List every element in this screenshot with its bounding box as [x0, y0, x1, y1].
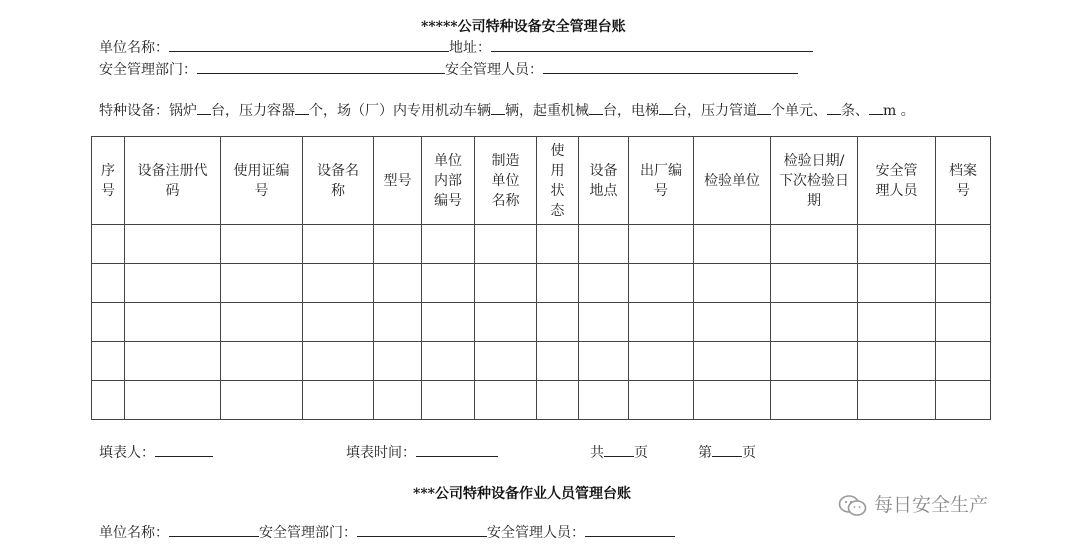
table-cell[interactable] — [694, 225, 771, 264]
table-row — [92, 342, 991, 381]
table-cell[interactable] — [422, 264, 475, 303]
table-row — [92, 381, 991, 420]
wechat-icon — [838, 494, 868, 518]
col-header-inspector: 检验单位 — [694, 137, 771, 225]
table-cell[interactable] — [303, 225, 374, 264]
table-cell[interactable] — [858, 264, 936, 303]
table-cell[interactable] — [475, 303, 537, 342]
dept-field-2[interactable] — [357, 522, 487, 537]
table-cell[interactable] — [694, 381, 771, 420]
table-cell[interactable] — [422, 303, 475, 342]
filler-field[interactable] — [155, 442, 213, 457]
total-prefix: 共 — [590, 445, 604, 461]
table-cell[interactable] — [374, 264, 422, 303]
table-cell[interactable] — [374, 303, 422, 342]
unit-name-label-2: 单位名称： — [99, 525, 169, 541]
dept-field[interactable] — [197, 59, 445, 74]
col-header-equip-name: 设备名称 — [303, 137, 374, 225]
table-cell[interactable] — [936, 225, 991, 264]
blank-field[interactable] — [491, 102, 505, 115]
table-cell[interactable] — [771, 264, 858, 303]
watermark-text: 每日安全生产 — [874, 494, 989, 516]
unit-name-field[interactable] — [169, 37, 449, 52]
person-label-2: 安全管理人员： — [487, 525, 585, 541]
address-field[interactable] — [491, 37, 813, 52]
blank-field[interactable] — [659, 102, 673, 115]
table-cell[interactable] — [537, 381, 579, 420]
blank-field[interactable] — [295, 102, 309, 115]
table-cell[interactable] — [936, 264, 991, 303]
table-cell[interactable] — [303, 264, 374, 303]
filler-label: 填表人： — [99, 445, 155, 461]
table-cell[interactable] — [936, 381, 991, 420]
equip-text-units: 个单元、 — [771, 103, 827, 119]
table-cell[interactable] — [92, 264, 125, 303]
col-header-index: 序号 — [92, 137, 125, 225]
col-header-model: 型号 — [374, 137, 422, 225]
dept-label: 安全管理部门： — [99, 62, 197, 78]
col-header-factory-no: 出厂编号 — [629, 137, 694, 225]
table-cell[interactable] — [374, 381, 422, 420]
operator-info-row — [99, 522, 675, 542]
table-cell[interactable] — [694, 264, 771, 303]
table-cell[interactable] — [771, 225, 858, 264]
table-header-row — [92, 137, 991, 225]
table-cell[interactable] — [221, 225, 303, 264]
blank-field[interactable] — [757, 102, 771, 115]
equip-text-meters: m 。 — [883, 103, 915, 119]
table-footer — [99, 442, 213, 462]
table-cell[interactable] — [125, 342, 221, 381]
table-cell[interactable] — [221, 381, 303, 420]
table-cell[interactable] — [579, 225, 629, 264]
unit-name-field-2[interactable] — [169, 522, 259, 537]
table-cell[interactable] — [771, 303, 858, 342]
table-cell[interactable] — [537, 342, 579, 381]
table-cell[interactable] — [92, 303, 125, 342]
col-header-reg-code: 设备注册代码 — [125, 137, 221, 225]
table-cell[interactable] — [303, 303, 374, 342]
unit-name-row — [99, 37, 813, 57]
table-row — [92, 303, 991, 342]
table-cell[interactable] — [771, 381, 858, 420]
total-suffix: 页 — [634, 445, 648, 461]
watermark — [838, 490, 988, 518]
ledger-title: *****公司特种设备安全管理台账 — [421, 19, 626, 35]
col-header-archive-no: 档案号 — [936, 137, 991, 225]
equip-text-pipeline: 台，压力管道 — [673, 103, 757, 119]
table-cell[interactable] — [629, 342, 694, 381]
table-cell[interactable] — [92, 381, 125, 420]
equipment-summary — [99, 100, 915, 120]
table-cell[interactable] — [537, 225, 579, 264]
table-row — [92, 225, 991, 264]
table-cell[interactable] — [125, 225, 221, 264]
table-cell[interactable] — [374, 225, 422, 264]
table-cell[interactable] — [125, 303, 221, 342]
equipment-ledger-table — [91, 136, 991, 420]
col-header-safety-person: 安全管理人员 — [858, 137, 936, 225]
table-cell[interactable] — [936, 342, 991, 381]
table-cell[interactable] — [579, 264, 629, 303]
table-cell[interactable] — [537, 303, 579, 342]
col-header-status: 使用状态 — [537, 137, 579, 225]
blank-field[interactable] — [589, 102, 603, 115]
unit-name-label: 单位名称： — [99, 40, 169, 56]
col-header-internal-no: 单位内部编号 — [422, 137, 475, 225]
page-suffix: 页 — [742, 445, 756, 461]
table-cell[interactable] — [858, 342, 936, 381]
table-cell[interactable] — [629, 225, 694, 264]
total-pages-field[interactable] — [604, 442, 634, 457]
address-label: 地址： — [449, 40, 491, 56]
page-total — [590, 442, 648, 462]
table-cell[interactable] — [92, 225, 125, 264]
table-cell[interactable] — [858, 225, 936, 264]
page-number-field[interactable] — [712, 442, 742, 457]
dept-label-2: 安全管理部门： — [259, 525, 357, 541]
equip-text-boiler: 特种设备：锅炉 — [99, 103, 197, 119]
table-cell[interactable] — [303, 381, 374, 420]
col-header-cert-no: 使用证编号 — [221, 137, 303, 225]
table-cell[interactable] — [475, 342, 537, 381]
table-cell[interactable] — [537, 264, 579, 303]
blank-field[interactable] — [869, 102, 883, 115]
col-header-manufacturer: 制造单位名称 — [475, 137, 537, 225]
table-cell[interactable] — [629, 381, 694, 420]
table-cell[interactable] — [771, 342, 858, 381]
fill-time — [346, 442, 498, 462]
table-cell[interactable] — [125, 264, 221, 303]
table-cell[interactable] — [475, 225, 537, 264]
col-header-location: 设备地点 — [579, 137, 629, 225]
table-cell[interactable] — [125, 381, 221, 420]
table-cell[interactable] — [475, 381, 537, 420]
table-cell[interactable] — [303, 342, 374, 381]
table-cell[interactable] — [221, 264, 303, 303]
equip-text-crane: 辆，起重机械 — [505, 103, 589, 119]
table-cell[interactable] — [858, 303, 936, 342]
page-current — [698, 442, 756, 462]
person-field[interactable] — [543, 59, 798, 74]
person-label: 安全管理人员： — [445, 62, 543, 78]
table-cell[interactable] — [858, 381, 936, 420]
table-cell[interactable] — [629, 303, 694, 342]
time-label: 填表时间： — [346, 445, 416, 461]
table-cell[interactable] — [374, 342, 422, 381]
table-cell[interactable] — [221, 303, 303, 342]
operator-ledger-title: ***公司特种设备作业人员管理台账 — [413, 486, 631, 502]
table-cell[interactable] — [579, 381, 629, 420]
table-cell[interactable] — [422, 342, 475, 381]
table-cell[interactable] — [694, 342, 771, 381]
table-cell[interactable] — [936, 303, 991, 342]
table-cell[interactable] — [579, 342, 629, 381]
blank-field[interactable] — [197, 102, 211, 115]
table-cell[interactable] — [221, 342, 303, 381]
person-field-2[interactable] — [585, 522, 675, 537]
table-cell[interactable] — [629, 264, 694, 303]
table-cell[interactable] — [579, 303, 629, 342]
col-header-inspection-date: 检验日期/下次检验日期 — [771, 137, 858, 225]
equip-text-pressure-vessel: 台，压力容器 — [211, 103, 295, 119]
blank-field[interactable] — [827, 102, 841, 115]
page-prefix: 第 — [698, 445, 712, 461]
equip-text-lines: 条、 — [841, 103, 869, 119]
table-cell[interactable] — [694, 303, 771, 342]
equip-text-vehicle: 个，场（厂）内专用机动车辆 — [309, 103, 491, 119]
time-field[interactable] — [416, 442, 498, 457]
table-row — [92, 264, 991, 303]
management-row — [99, 59, 798, 79]
equip-text-elevator: 台，电梯 — [603, 103, 659, 119]
table-cell[interactable] — [422, 381, 475, 420]
table-cell[interactable] — [422, 225, 475, 264]
table-cell[interactable] — [475, 264, 537, 303]
table-cell[interactable] — [92, 342, 125, 381]
